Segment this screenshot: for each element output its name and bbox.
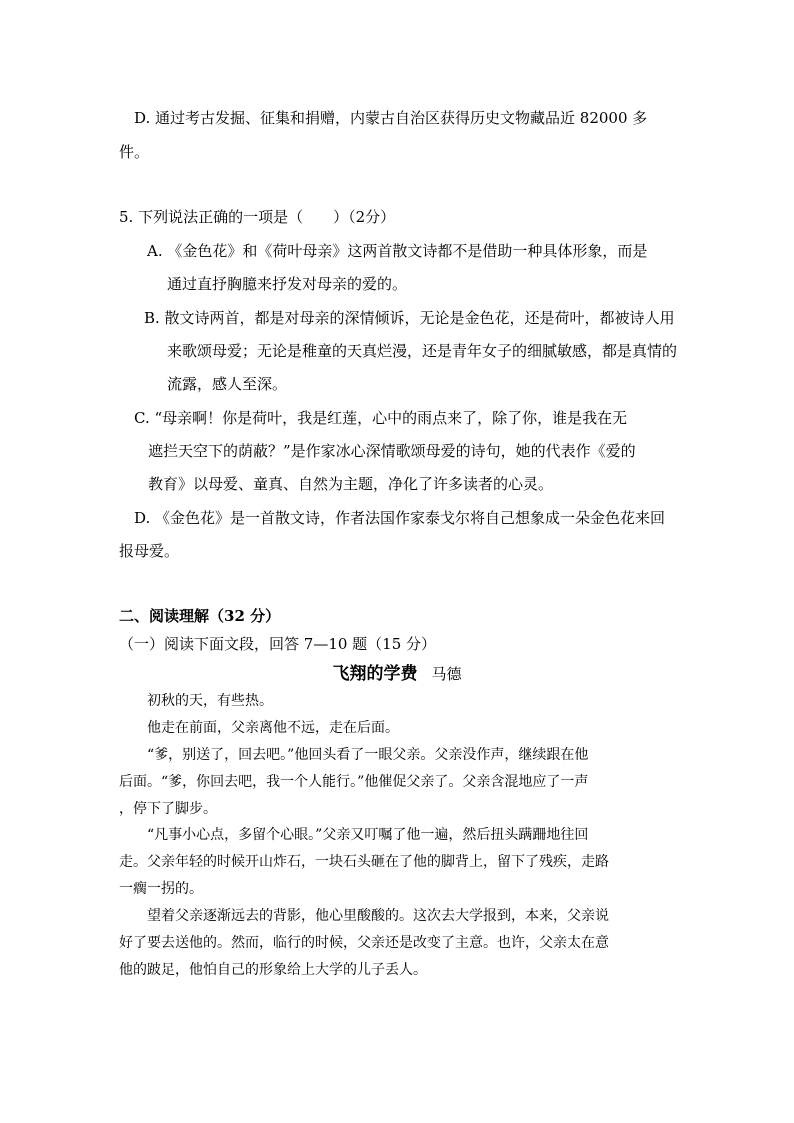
q5-opta-line2: 通过直抒胸臆来抒发对母亲的爱的。 xyxy=(167,275,408,293)
paragraph-4-line3: 一瘸一拐的。 xyxy=(119,881,203,897)
q5-opta-line1: A. 《金色花》和《荷叶母亲》这两首散文诗都不是借助一种具体形象，而是 xyxy=(147,242,648,260)
paragraph-1: 初秋的天，有些热。 xyxy=(147,693,273,709)
q5-optd-line2: 报母爱。 xyxy=(119,542,180,560)
q4-optd-line2: 件。 xyxy=(119,143,150,161)
q4-optd-line1: D. 通过考古发掘、征集和捐赠，内蒙古自治区获得历史文物藏品近 82000 多 xyxy=(134,109,648,127)
paragraph-4-line1: “凡事小心点，多留个心眼。”父亲又叮嘱了他一遍，然后扭头蹒跚地往回 xyxy=(147,827,589,843)
paragraph-2: 他走在前面，父亲离他不远，走在后面。 xyxy=(147,720,399,736)
section-subheading: （一）阅读下面文段，回答 7—10 题（15 分） xyxy=(119,635,437,653)
paragraph-3-line3: ，停下了脚步。 xyxy=(119,801,217,817)
paragraph-5-line3: 他的跛足，他怕自己的形象给上大学的儿子丢人。 xyxy=(119,962,427,978)
q5-optb-line1: B. 散文诗两首，都是对母亲的深情倾诉，无论是金色花，还是荷叶，都被诗人用 xyxy=(144,309,675,327)
article-title: 飞翔的学费 xyxy=(332,664,418,684)
paragraph-5-line2: 好了要去送他的。然而，临行的时候，父亲还是改变了主意。也许，父亲太在意 xyxy=(119,935,609,951)
q5-optc-line2: 遮拦天空下的荫蔽？”是作家冰心深情歌颂母爱的诗句，她的代表作《爱的 xyxy=(148,442,636,460)
paragraph-3-line1: “爹，别送了，回去吧。”他回头看了一眼父亲。父亲没作声，继续跟在他 xyxy=(147,747,589,763)
q5-optc-line3: 教育》以母爱、童真、自然为主题，净化了许多读者的心灵。 xyxy=(148,475,554,493)
paragraph-5-line1: 望着父亲逐渐远去的背影，他心里酸酸的。这次去大学报到，本来，父亲说 xyxy=(147,908,609,924)
q5-optb-line3: 流露，感人至深。 xyxy=(167,375,288,393)
q5-optc-line1: C. “母亲啊！你是荷叶，我是红莲，心中的雨点来了，除了你，谁是我在无 xyxy=(134,409,628,427)
article-title-row xyxy=(0,663,794,685)
paragraph-3-line2: 后面。“爹，你回去吧，我一个人能行。”他催促父亲了。父亲含混地应了一声 xyxy=(119,774,589,790)
paragraph-4-line2: 走。父亲年轻的时候开山炸石，一块石头砸在了他的脚背上，留下了残疾，走路 xyxy=(119,854,609,870)
q5-optb-line2: 来歌颂母爱；无论是稚童的天真烂漫，还是青年女子的细腻敏感，都是真情的 xyxy=(167,342,678,360)
section-heading: 二、阅读理解（32 分） xyxy=(119,607,281,625)
article-author: 马德 xyxy=(431,665,462,683)
q5-optd-line1: D. 《金色花》是一首散文诗，作者法国作家泰戈尔将自己想象成一朵金色花来回 xyxy=(134,509,666,527)
q5-stem: 5. 下列说法正确的一项是（ ）（2分） xyxy=(119,208,396,226)
